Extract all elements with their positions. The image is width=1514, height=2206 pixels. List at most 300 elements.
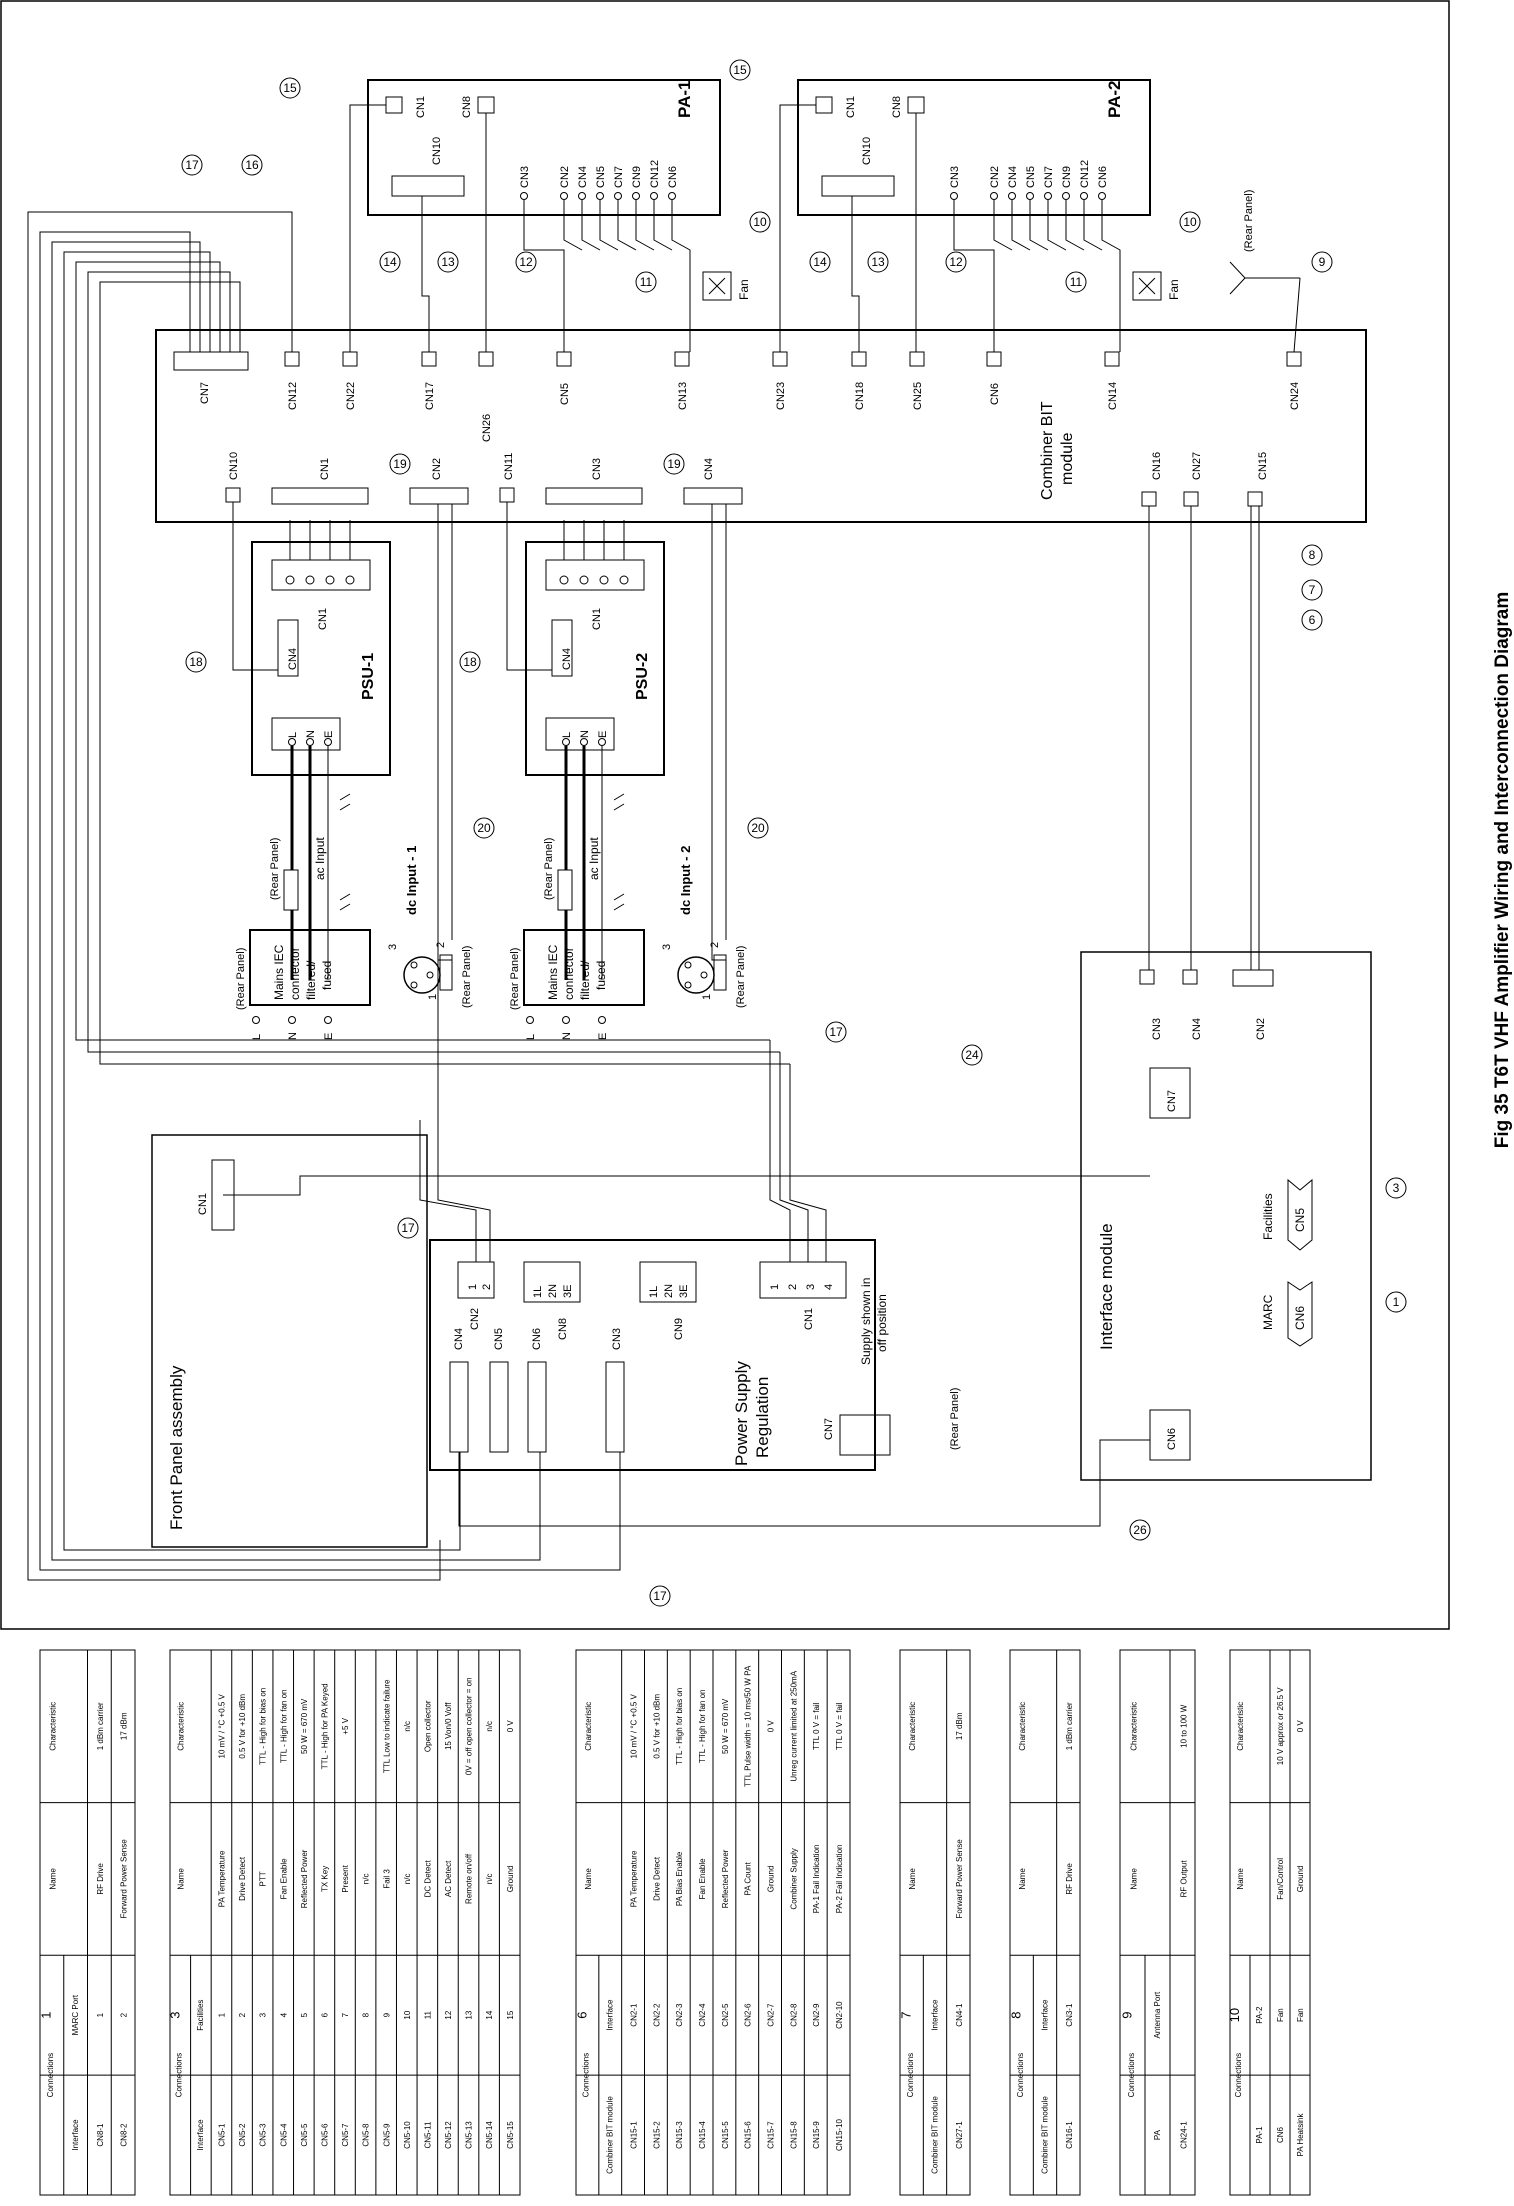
table-cell: Forward Power Sense <box>954 1839 964 1919</box>
callout-9: 9 <box>1318 255 1326 269</box>
psr-cn1-p2: 2 <box>787 1283 799 1290</box>
mains-iec-connector-1 <box>235 837 370 1040</box>
psr-cn9-n: 2N <box>663 1283 675 1298</box>
psr-cn1-p3: 3 <box>805 1283 817 1290</box>
if-cn4-label: CN4 <box>1191 1017 1203 1040</box>
table-cell: CN5-10 <box>402 2121 412 2149</box>
fan-icon <box>703 272 751 300</box>
table-cell: Present <box>341 1865 351 1893</box>
table-cell: CN2-3 <box>675 2003 685 2027</box>
power-supply-regulation-module <box>430 1240 961 1470</box>
table-cell: TTL - High for fan on <box>279 1689 289 1764</box>
psr-cn5-label: CN5 <box>493 1327 505 1350</box>
callout <box>1386 1178 1406 1198</box>
table-subheader: Interface <box>605 1999 615 2031</box>
dc2-rear-panel: (Rear Panel) <box>735 945 747 1008</box>
cb-cn6-label: CN6 <box>989 382 1001 405</box>
callout-17b: 17 <box>829 1025 843 1039</box>
table-cell: 0 V <box>505 1720 515 1733</box>
table-cell: CN24-1 <box>1179 2121 1189 2149</box>
pa2-cn5-label: CN5 <box>1025 165 1037 188</box>
table-cell: Ground <box>766 1865 776 1893</box>
table-cell: CN2-7 <box>766 2003 776 2027</box>
table-cell: CN5-5 <box>299 2123 309 2147</box>
callout <box>664 454 684 474</box>
table-cell: CN5-13 <box>464 2121 474 2149</box>
pa1-cn2-label: CN2 <box>559 165 571 188</box>
mains1-l: L <box>251 1033 263 1040</box>
harness-wiring <box>28 212 1150 1580</box>
callout <box>636 272 656 292</box>
pa1-cn5-label: CN5 <box>595 165 607 188</box>
psu1-n-label: N <box>305 730 317 738</box>
psu-1-label: PSU-1 <box>360 652 377 700</box>
psr-cn2-label: CN2 <box>469 1307 481 1330</box>
psu1-e-label: E <box>323 730 335 738</box>
table-cell: TTL Low to indicate failure <box>382 1679 392 1774</box>
fan-icon <box>1133 272 1181 300</box>
table-cell: CN15-4 <box>698 2121 708 2149</box>
cb-cn26-label: CN26 <box>481 413 493 442</box>
callout <box>1180 212 1200 232</box>
mains1-l1: Mains IEC <box>272 944 286 1000</box>
mains2-n: N <box>561 1032 573 1040</box>
callout <box>730 60 750 80</box>
table-cell: CN3-1 <box>1064 2003 1074 2027</box>
psr-cn1-p1: 1 <box>769 1283 781 1290</box>
dc-input-1 <box>387 846 473 1008</box>
table-id: 10 <box>1227 2007 1242 2023</box>
cb-cn27-label: CN27 <box>1191 451 1203 480</box>
table-cell: 1 dBm carrier <box>95 1702 105 1751</box>
cb-cn22-label: CN22 <box>345 381 357 410</box>
table-cell: CN15-10 <box>835 2119 845 2152</box>
mains1-rear-panel: (Rear Panel) <box>235 947 247 1010</box>
table-cell: CN5-12 <box>444 2121 454 2149</box>
psu1-rear-panel: (Rear Panel) <box>269 837 281 900</box>
table-cell: 1 <box>217 2012 227 2018</box>
table-cell: 4 <box>279 2012 289 2018</box>
callout-17c: 17 <box>401 1221 415 1235</box>
table-cell: n/c <box>485 1873 495 1885</box>
table-header: Characteristic <box>1236 1701 1245 1751</box>
psr-label-1: Power Supply <box>732 1361 751 1466</box>
callout-1: 1 <box>1392 1295 1400 1309</box>
table-cell: CN15-9 <box>812 2121 822 2149</box>
diagram-border <box>1 1 1449 1629</box>
table-header: Name <box>583 1868 593 1890</box>
psu1-cn4-label: CN4 <box>287 647 299 670</box>
table-cell: TTL 0 V = fail <box>812 1702 822 1751</box>
mains2-l1: Mains IEC <box>546 944 560 1000</box>
dc-input-2-label: dc Input - 2 <box>678 845 693 915</box>
callout-13b: 13 <box>871 255 885 269</box>
mains1-e: E <box>323 1032 335 1040</box>
table-cell: Unreg current limited at 250mA <box>789 1670 799 1782</box>
table-cell: CN15-2 <box>652 2121 662 2149</box>
callout <box>1130 1520 1150 1540</box>
table-id: 9 <box>1119 2011 1135 2019</box>
table-cell: 2 <box>238 2012 248 2018</box>
table-cell: CN2-4 <box>698 2003 708 2027</box>
table-header: Characteristic <box>908 1701 918 1751</box>
table-cell: CN15-7 <box>766 2121 776 2149</box>
psu2-n-label: N <box>579 730 591 738</box>
psr-cn8-e: 3E <box>562 1284 574 1298</box>
dc-input-1-label: dc Input - 1 <box>404 845 419 915</box>
callout <box>242 155 262 175</box>
cb-cn7-label: CN7 <box>199 381 211 404</box>
cb-cn4-label: CN4 <box>703 457 715 480</box>
table-cell: Ground <box>505 1865 515 1893</box>
table-cell: 0.5 V for +10 dBm <box>652 1693 662 1759</box>
connection-table <box>167 1650 520 2195</box>
psr-cn8-l: 1L <box>532 1285 544 1298</box>
table-cell: 3 <box>258 2012 268 2018</box>
psr-cn7-label: CN7 <box>823 1417 835 1440</box>
callout-14a: 14 <box>383 255 397 269</box>
callout-10b: 10 <box>1183 215 1197 229</box>
psu1-ac-input: ac Input <box>313 837 327 880</box>
table-cell: TTL Pulse width = 10 ms/50 W PA <box>743 1665 753 1787</box>
table-header: Connections <box>1015 2052 1025 2098</box>
pa2-cn12-label: CN12 <box>1079 159 1091 188</box>
table-cell: Fan/Control <box>1276 1858 1285 1900</box>
cb-cn15-label: CN15 <box>1257 451 1269 480</box>
table-cell: PA Count <box>743 1862 753 1896</box>
table-cell: Reflected Power <box>720 1849 730 1909</box>
table-subheader: Interface <box>71 2119 80 2151</box>
connection-table <box>39 1650 135 2195</box>
callout-26: 26 <box>1133 1523 1147 1537</box>
table-cell: CN8-2 <box>119 2123 129 2147</box>
table-cell: 17 dBm <box>119 1712 129 1741</box>
callout <box>946 252 966 272</box>
table-header: Name <box>1236 1868 1245 1890</box>
table-header: Connections <box>174 2052 184 2098</box>
table-cell: CN5-3 <box>258 2123 268 2147</box>
table-header: Characteristic <box>1018 1701 1028 1751</box>
table-cell: PA-1 Fail Indication <box>812 1844 822 1914</box>
table-cell: RF Drive <box>1064 1863 1074 1895</box>
table-cell: 1 <box>95 2012 105 2018</box>
callout-20a: 20 <box>477 821 491 835</box>
pa2-cn6-label: CN6 <box>1097 165 1109 188</box>
table-header: Characteristic <box>1129 1701 1139 1751</box>
psr-cn2-p2: 2 <box>481 1283 493 1290</box>
table-cell: 50 W = 670 mV <box>720 1698 730 1754</box>
callout <box>398 1218 418 1238</box>
psr-cn2-p1: 1 <box>467 1283 479 1290</box>
table-subheader: MARC Port <box>71 1994 80 2036</box>
table-cell: 0.5 V for +10 dBm <box>238 1693 248 1759</box>
psr-rear-panel: (Rear Panel) <box>949 1387 961 1450</box>
cb-cn3-label: CN3 <box>591 457 603 480</box>
cb-cn13-label: CN13 <box>677 381 689 410</box>
callout <box>1302 580 1322 600</box>
table-cell: CN27-1 <box>954 2121 964 2149</box>
psu2-rear-panel: (Rear Panel) <box>543 837 555 900</box>
callout-3: 3 <box>1392 1181 1400 1195</box>
table-cell: CN5-15 <box>505 2121 515 2149</box>
dc2-pin3: 3 <box>661 943 673 950</box>
pa1-cn4-label: CN4 <box>577 165 589 188</box>
psr-label-2: Regulation <box>753 1376 772 1458</box>
callout-17d: 17 <box>653 1589 667 1603</box>
callout-7: 7 <box>1308 583 1316 597</box>
callout-11a: 11 <box>639 275 653 289</box>
table-id: 6 <box>574 2011 590 2019</box>
cb-cn25-label: CN25 <box>912 381 924 410</box>
table-cell: TTL - High for bias on <box>675 1687 685 1765</box>
cb-cn16-label: CN16 <box>1151 451 1163 480</box>
pa2-cn10-label: CN10 <box>861 136 873 165</box>
callout <box>460 652 480 672</box>
callout <box>182 155 202 175</box>
table-subheader: PA-2 <box>1255 2006 1264 2024</box>
table-cell: CN5-2 <box>238 2123 248 2147</box>
dc-input-2 <box>661 846 747 1008</box>
table-header: Characteristic <box>48 1701 58 1751</box>
connection-table <box>1227 1650 1310 2195</box>
callout-19a: 19 <box>393 457 407 471</box>
pa-combiner-wiring <box>350 105 1300 352</box>
table-header: Connections <box>46 2052 56 2098</box>
table-cell: Fan <box>1276 2008 1285 2023</box>
connection-table <box>1119 1650 1195 2195</box>
table-cell: CN4-1 <box>954 2003 964 2027</box>
if-cn5-label: CN5 <box>1293 1207 1307 1232</box>
connection-table <box>574 1650 850 2195</box>
table-cell: CN15-8 <box>789 2121 799 2149</box>
combiner-bit-module <box>156 330 1366 522</box>
dc1-pin3: 3 <box>387 943 399 950</box>
pa1-cn12-label: CN12 <box>649 159 661 188</box>
cb-cn10-label: CN10 <box>228 451 240 480</box>
pa2-cn1-label: CN1 <box>845 95 857 118</box>
callout <box>868 252 888 272</box>
figure-title: Fig 35 T6T VHF Amplifier Wiring and Interconnection Diagram <box>1492 591 1513 1149</box>
psu2-e-label: E <box>597 730 609 738</box>
table-cell: CN5-14 <box>485 2121 495 2149</box>
table-cell: PA Temperature <box>217 1850 227 1908</box>
table-cell: Fail 3 <box>382 1869 392 1889</box>
table-cell: n/c <box>485 1720 495 1732</box>
if-cn2-label: CN2 <box>1255 1017 1267 1040</box>
callout-20b: 20 <box>751 821 765 835</box>
pa2-cn3-label: CN3 <box>949 165 961 188</box>
psr-cn6-label: CN6 <box>531 1327 543 1350</box>
psr-cn9-l: 1L <box>648 1285 660 1298</box>
psu2-ac-input: ac Input <box>587 837 601 880</box>
table-cell: TTL - High for PA Keyed <box>320 1683 330 1770</box>
pa-2-label: PA-2 <box>1105 80 1124 118</box>
callout-19b: 19 <box>667 457 681 471</box>
table-header: Characteristic <box>176 1701 186 1751</box>
callout <box>438 252 458 272</box>
table-subheader: Combiner BIT module <box>930 2096 940 2174</box>
cb-cn18-label: CN18 <box>854 381 866 410</box>
pa1-cn8-label: CN8 <box>461 95 473 118</box>
table-cell: CN15-5 <box>720 2121 730 2149</box>
psu-1-module <box>252 542 390 775</box>
callout-24: 24 <box>965 1048 979 1062</box>
table-cell: 17 dBm <box>954 1712 964 1741</box>
table-cell: 10 V approx or 26.5 V <box>1276 1687 1285 1766</box>
interface-module <box>1081 952 1371 1480</box>
table-cell: CN5-9 <box>382 2123 392 2147</box>
combiner-label: Combiner BIT <box>1039 401 1056 500</box>
table-subheader: Interface <box>930 1999 940 2031</box>
pa2-cn2-label: CN2 <box>989 165 1001 188</box>
table-cell: CN2-8 <box>789 2003 799 2027</box>
pa2-cn8-label: CN8 <box>891 95 903 118</box>
table-cell: 0V = off open collector = on <box>464 1677 474 1776</box>
table-id: 1 <box>38 2011 54 2019</box>
table-cell: 11 <box>423 2010 433 2020</box>
table-cell: AC Detect <box>444 1860 454 1898</box>
callout-8: 8 <box>1308 548 1316 562</box>
if-cn6b-label: CN6 <box>1293 1305 1307 1330</box>
callout <box>750 212 770 232</box>
mains2-l: L <box>525 1033 537 1040</box>
table-cell: 15 Von/0 Voff <box>444 1702 454 1751</box>
table-cell: CN5-1 <box>217 2123 227 2147</box>
if-cn3-label: CN3 <box>1151 1017 1163 1040</box>
callout-18b: 18 <box>463 655 477 669</box>
table-cell: PA-2 Fail Indication <box>835 1844 845 1914</box>
table-subheader: Combiner BIT module <box>1040 2096 1050 2174</box>
callout-15a: 15 <box>283 81 297 95</box>
table-header: Connections <box>905 2052 915 2098</box>
combiner-interface-wiring <box>1149 506 1259 970</box>
table-cell: DC Detect <box>423 1860 433 1898</box>
mains-iec-connector-2 <box>509 837 644 1040</box>
table-cell: 10 mV / °C +0.5 V <box>629 1694 639 1759</box>
front-panel-assembly <box>152 1135 427 1547</box>
table-cell: CN8-1 <box>95 2123 105 2147</box>
table-subheader: PA-1 <box>1255 2126 1264 2144</box>
table-id: 3 <box>167 2011 183 2019</box>
cb-cn12-label: CN12 <box>287 381 299 410</box>
connection-table <box>1009 1650 1081 2195</box>
psu1-l-label: L <box>287 731 299 738</box>
psu2-cn4-label: CN4 <box>561 647 573 670</box>
fan-2-label: Fan <box>1167 279 1181 300</box>
cb-cn24-label: CN24 <box>1289 381 1301 410</box>
table-cell: n/c <box>402 1720 412 1732</box>
callout-15b: 15 <box>733 63 747 77</box>
table-cell: CN5-4 <box>279 2123 289 2147</box>
table-cell: RF Drive <box>95 1863 105 1895</box>
table-id: 7 <box>898 2011 914 2019</box>
table-cell: 14 <box>485 2010 495 2020</box>
callout <box>826 1022 846 1042</box>
table-cell: CN15-1 <box>629 2121 639 2149</box>
callout-14b: 14 <box>813 255 827 269</box>
if-cn7-label: CN7 <box>1166 1089 1178 1112</box>
table-cell: 0 V <box>1296 1720 1305 1733</box>
cb-cn2-label: CN2 <box>431 457 443 480</box>
table-cell: CN5-8 <box>361 2123 371 2147</box>
mains1-l3: filtered/ <box>304 960 318 1000</box>
mains2-l4: fused <box>594 960 608 990</box>
facilities-label: Facilities <box>1261 1193 1275 1240</box>
callout-6: 6 <box>1308 613 1316 627</box>
table-cell: 10 to 100 W <box>1179 1704 1189 1748</box>
callout-10a: 10 <box>753 215 767 229</box>
callout <box>1386 1292 1406 1312</box>
psu1-mains-wiring <box>233 502 452 980</box>
pa1-cn1-label: CN1 <box>415 95 427 118</box>
mains1-l4: fused <box>320 960 334 990</box>
table-subheader: Facilities <box>195 1999 205 2031</box>
table-cell: Reflected Power <box>299 1849 309 1909</box>
table-cell: 6 <box>320 2012 330 2018</box>
pa1-cn9-label: CN9 <box>631 165 643 188</box>
table-subheader: Interface <box>195 2119 205 2151</box>
cb-cn5-label: CN5 <box>559 382 571 405</box>
table-header: Connections <box>581 2052 591 2098</box>
psu-2-label: PSU-2 <box>634 652 651 700</box>
psr-cn9-label: CN9 <box>673 1317 685 1340</box>
pa1-cn6-label: CN6 <box>667 165 679 188</box>
dc1-rear-panel: (Rear Panel) <box>461 945 473 1008</box>
psu-2-module <box>526 542 664 775</box>
callout <box>390 454 410 474</box>
table-cell: Fan Enable <box>279 1858 289 1900</box>
cb-cn14-label: CN14 <box>1107 381 1119 410</box>
mains2-l3: filtered/ <box>578 960 592 1000</box>
dc2-pin1: 1 <box>701 993 713 1000</box>
table-header: Name <box>48 1868 58 1890</box>
supply-shown-1: Supply shown in <box>859 1277 873 1365</box>
table-cell: 15 <box>505 2010 515 2020</box>
table-cell: Open collector <box>423 1700 433 1753</box>
callout-18a: 18 <box>189 655 203 669</box>
table-cell: CN6 <box>1276 2127 1285 2144</box>
callout-markers <box>182 60 1406 1606</box>
cb-cn11-label: CN11 <box>503 452 515 480</box>
connection-tables <box>39 1650 1310 2195</box>
dc1-pin2: 2 <box>435 941 447 948</box>
table-cell: Combiner Supply <box>789 1848 799 1910</box>
pa2-cn9-label: CN9 <box>1061 165 1073 188</box>
table-cell: 50 W = 670 mV <box>299 1698 309 1754</box>
table-cell: RF Output <box>1179 1860 1189 1898</box>
psr-cn1-label: CN1 <box>803 1307 815 1330</box>
psr-cn8-label: CN8 <box>557 1317 569 1340</box>
pa-2-module <box>798 80 1150 215</box>
table-cell: CN2-6 <box>743 2003 753 2027</box>
callout-16: 16 <box>245 158 259 172</box>
table-cell: n/c <box>361 1873 371 1885</box>
table-cell: +5 V <box>341 1717 351 1735</box>
table-cell: TTL 0 V = fail <box>835 1702 845 1751</box>
table-cell: 9 <box>382 2012 392 2018</box>
table-cell: Drive Detect <box>652 1856 662 1901</box>
mains2-e: E <box>597 1032 609 1040</box>
table-cell: PA Heatsink <box>1296 2113 1305 2157</box>
table-header: Name <box>1018 1868 1028 1890</box>
psr-cn4-label: CN4 <box>453 1327 465 1350</box>
pa2-cn7-label: CN7 <box>1043 165 1055 188</box>
table-cell: 10 <box>402 2010 412 2020</box>
fp-cn1-label: CN1 <box>197 1192 209 1215</box>
callout-12a: 12 <box>519 255 533 269</box>
pa1-cn7-label: CN7 <box>613 165 625 188</box>
table-cell: 8 <box>361 2012 371 2018</box>
